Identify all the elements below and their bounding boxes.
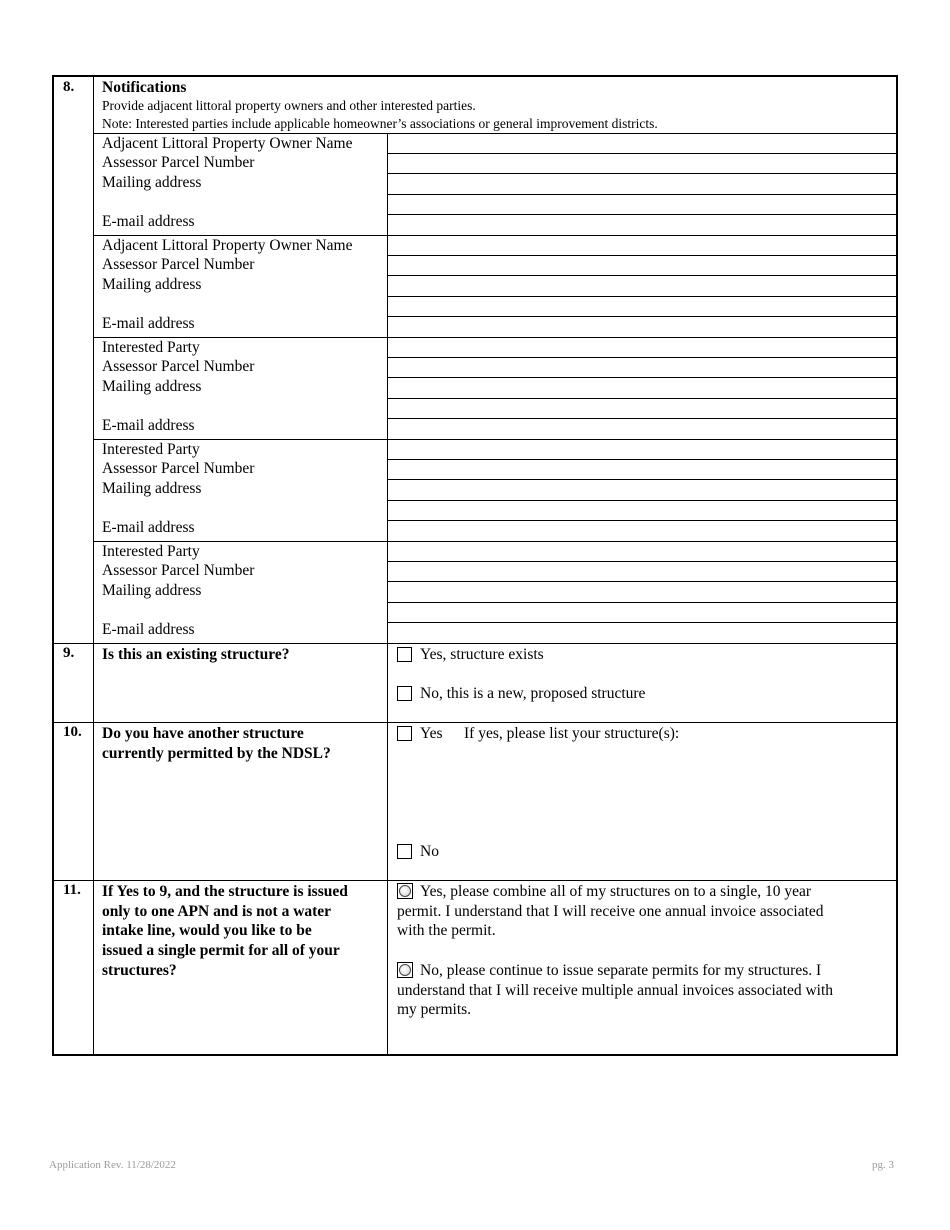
email-address-input[interactable] [388,419,898,438]
apn-input[interactable] [388,460,898,479]
party-name-input[interactable] [388,134,898,153]
other-permit-yes-checkbox[interactable] [397,726,412,741]
mailing-address-line2-input[interactable] [388,297,898,316]
question-11-text-line: If Yes to 9, and the structure is issued [102,883,348,900]
question-10-text-line1: Do you have another structure [102,725,304,742]
email-address-label: E-mail address [102,213,195,230]
single-permit-no-radio[interactable] [397,962,413,978]
row-divider [54,722,898,723]
mailing-address-line2-input[interactable] [388,501,898,520]
question-8-note: Note: Interested parties include applicable homeowner’s associations or general improvement districts. [102,116,658,131]
apn-label: Assessor Parcel Number [102,256,255,273]
party-name-input[interactable] [388,440,898,459]
question-10-number: 10. [63,724,82,740]
party-name-label: Adjacent Littoral Property Owner Name [102,135,353,152]
apn-label: Assessor Parcel Number [102,562,255,579]
existing-no-label: No, this is a new, proposed structure [420,685,646,702]
party-name-input[interactable] [388,338,898,357]
mailing-address-label: Mailing address [102,378,202,395]
single-permit-no-label: understand that I will receive multiple annual invoices associated with [397,982,834,999]
apn-label: Assessor Parcel Number [102,154,255,171]
question-11-text-line: only to one APN and is not a water [102,903,332,920]
apn-input[interactable] [388,256,898,275]
party-name-label: Interested Party [102,543,200,560]
row-divider [54,880,898,881]
mailing-address-label: Mailing address [102,174,202,191]
apn-input[interactable] [388,154,898,173]
mailing-address-line2-input[interactable] [388,603,898,622]
apn-label: Assessor Parcel Number [102,460,255,477]
mailing-address-input[interactable] [388,276,898,295]
mailing-address-input[interactable] [388,480,898,499]
mailing-address-line2-input[interactable] [388,195,898,214]
mailing-address-line2-input[interactable] [388,399,898,418]
party-name-input[interactable] [388,542,898,561]
mailing-address-input[interactable] [388,582,898,601]
mailing-address-input[interactable] [388,378,898,397]
single-permit-yes-label: permit. I understand that I will receive one annual invoice associated [397,903,824,920]
mailing-address-label: Mailing address [102,582,202,599]
party-name-input[interactable] [388,236,898,255]
question-10-text-line2: currently permitted by the NDSL? [102,745,331,762]
question-8-title: Notifications [102,79,187,96]
mailing-address-input[interactable] [388,174,898,193]
email-address-input[interactable] [388,623,898,642]
row-divider [54,643,898,644]
application-form-table [52,75,898,1056]
footer-page-number: pg. 3 [872,1159,894,1171]
mailing-address-label: Mailing address [102,480,202,497]
footer-revision: Application Rev. 11/28/2022 [49,1159,176,1171]
question-9-number: 9. [63,645,75,661]
existing-no-checkbox[interactable] [397,686,412,701]
existing-yes-checkbox[interactable] [397,647,412,662]
question-11-text-line: issued a single permit for all of your [102,942,340,959]
single-permit-no-label: my permits. [397,1001,472,1018]
email-address-input[interactable] [388,521,898,540]
question-11-text-line: structures? [102,962,177,979]
email-address-label: E-mail address [102,315,195,332]
apn-label: Assessor Parcel Number [102,358,255,375]
email-address-input[interactable] [388,215,898,234]
single-permit-yes-label: Yes, please combine all of my structures on to a single, 10 year [420,883,812,900]
party-name-label: Adjacent Littoral Property Owner Name [102,237,353,254]
party-name-label: Interested Party [102,339,200,356]
question-9-text: Is this an existing structure? [102,646,290,663]
single-permit-yes-label: with the permit. [397,922,496,939]
question-11-number: 11. [63,882,81,898]
other-permit-yes-label: Yes [420,725,443,742]
single-permit-no-label: No, please continue to issue separate permits for my structures. I [420,962,822,979]
email-address-label: E-mail address [102,519,195,536]
question-8-number: 8. [63,79,75,95]
apn-input[interactable] [388,562,898,581]
email-address-label: E-mail address [102,621,195,638]
apn-input[interactable] [388,358,898,377]
structure-list-prompt: If yes, please list your structure(s): [464,725,680,742]
other-permit-no-label: No [420,843,439,860]
column-divider-number [93,77,94,1056]
other-permit-no-checkbox[interactable] [397,844,412,859]
email-address-label: E-mail address [102,417,195,434]
existing-yes-label: Yes, structure exists [420,646,544,663]
party-name-label: Interested Party [102,441,200,458]
mailing-address-label: Mailing address [102,276,202,293]
structure-list-input[interactable] [396,747,891,837]
single-permit-yes-radio[interactable] [397,883,413,899]
email-address-input[interactable] [388,317,898,336]
question-11-text-line: intake line, would you like to be [102,922,312,939]
question-8-subtitle: Provide adjacent littoral property owners and other interested parties. [102,98,476,113]
